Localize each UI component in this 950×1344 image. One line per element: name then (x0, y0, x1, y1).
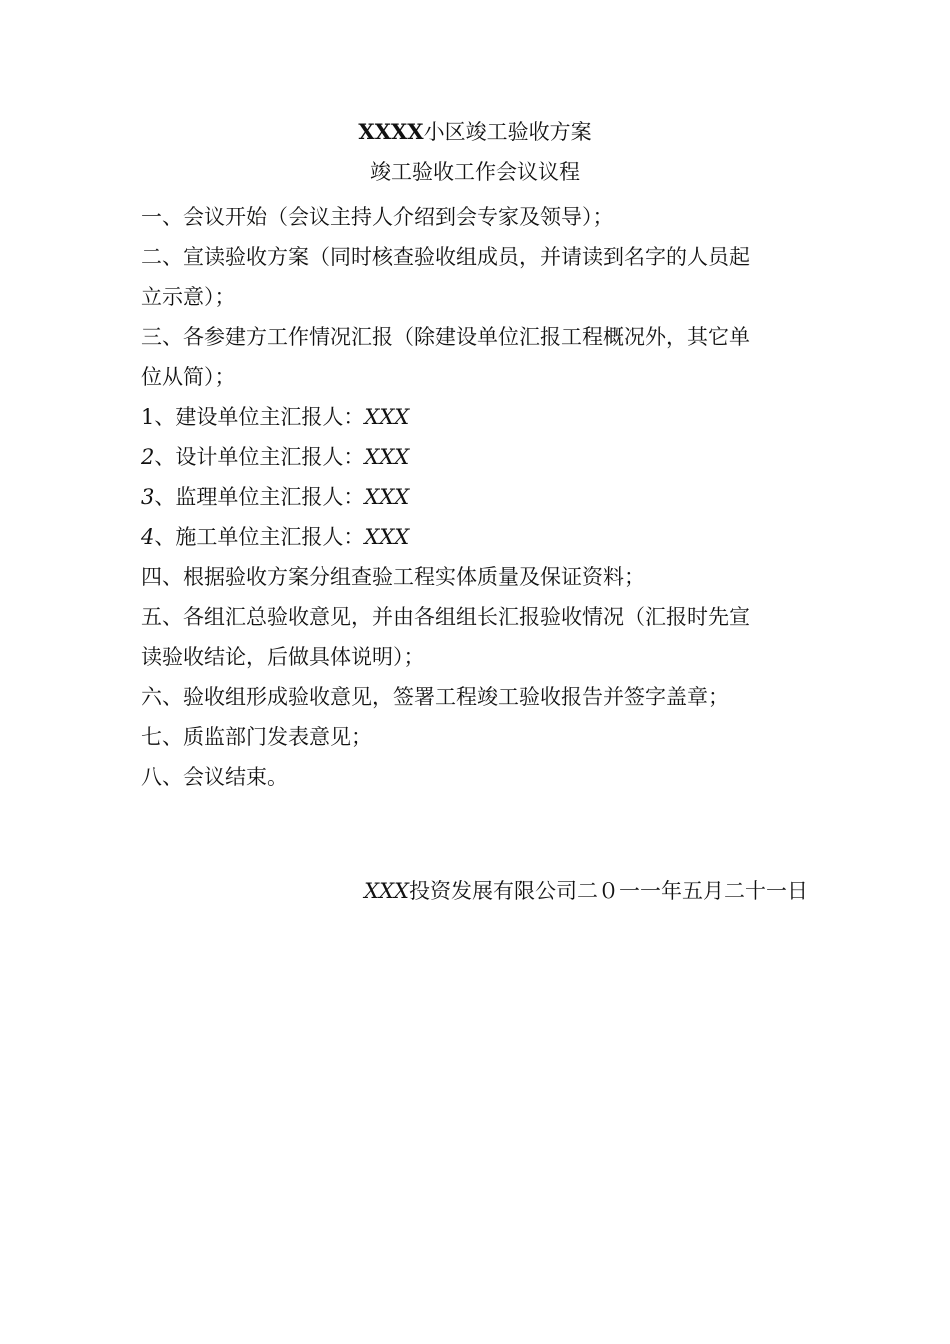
reporter-name: XXX (364, 405, 410, 429)
reporter-name: XXX (364, 485, 410, 509)
title-code: XXXX (358, 119, 424, 144)
reporter-number: 1 (141, 405, 155, 429)
reporter-line-4 (141, 517, 801, 557)
reporter-label: 、施工单位主汇报人： (154, 525, 365, 549)
reporter-line-2 (141, 437, 801, 477)
agenda-item-2-line-2: 立示意）； (141, 285, 236, 309)
document-subtitle: 竣工验收工作会议议程 (370, 160, 580, 184)
agenda-item-1: 一、会议开始（会议主持人介绍到会专家及领导）； (141, 205, 614, 229)
company-name: 投资发展有限公司 (409, 879, 577, 903)
agenda-item-7: 七、质监部门发表意见； (141, 725, 372, 749)
reporter-number: 4 (141, 525, 155, 549)
agenda-item-4: 四、根据验收方案分组查验工程实体质量及保证资料； (141, 565, 645, 589)
agenda-item-8: 八、会议结束。 (141, 765, 288, 789)
reporter-label: 、设计单位主汇报人： (154, 445, 365, 469)
reporter-name: XXX (364, 525, 410, 549)
agenda-item-2-line-1: 二、宣读验收方案（同时核查验收组成员，并请读到名字的人员起 (141, 245, 750, 269)
reporter-line-3 (141, 477, 801, 517)
agenda-item-3-line-2: 位从简）； (141, 365, 236, 389)
reporter-number: 2 (141, 445, 155, 469)
agenda-body (141, 197, 801, 797)
reporter-label: 、监理单位主汇报人： (154, 485, 365, 509)
document-title (0, 117, 950, 147)
title-text: 小区竣工验收方案 (423, 120, 592, 144)
company-code: XXX (364, 879, 409, 903)
agenda-item-5-line-2: 读验收结论，后做具体说明）； (141, 645, 425, 669)
reporter-name: XXX (364, 445, 410, 469)
agenda-item-5-line-1: 五、各组汇总验收意见，并由各组组长汇报验收情况（汇报时先宣 (141, 605, 750, 629)
agenda-item-6: 六、验收组形成验收意见，签署工程竣工验收报告并签字盖章； (141, 685, 729, 709)
reporter-label: 、建设单位主汇报人： (154, 405, 365, 429)
signature-date: 二０一一年五月二十一日 (577, 879, 808, 903)
signature-line (0, 876, 808, 906)
reporter-number: 3 (141, 485, 155, 509)
reporter-line-1 (141, 397, 801, 437)
agenda-item-3-line-1: 三、各参建方工作情况汇报（除建设单位汇报工程概况外，其它单 (141, 325, 750, 349)
